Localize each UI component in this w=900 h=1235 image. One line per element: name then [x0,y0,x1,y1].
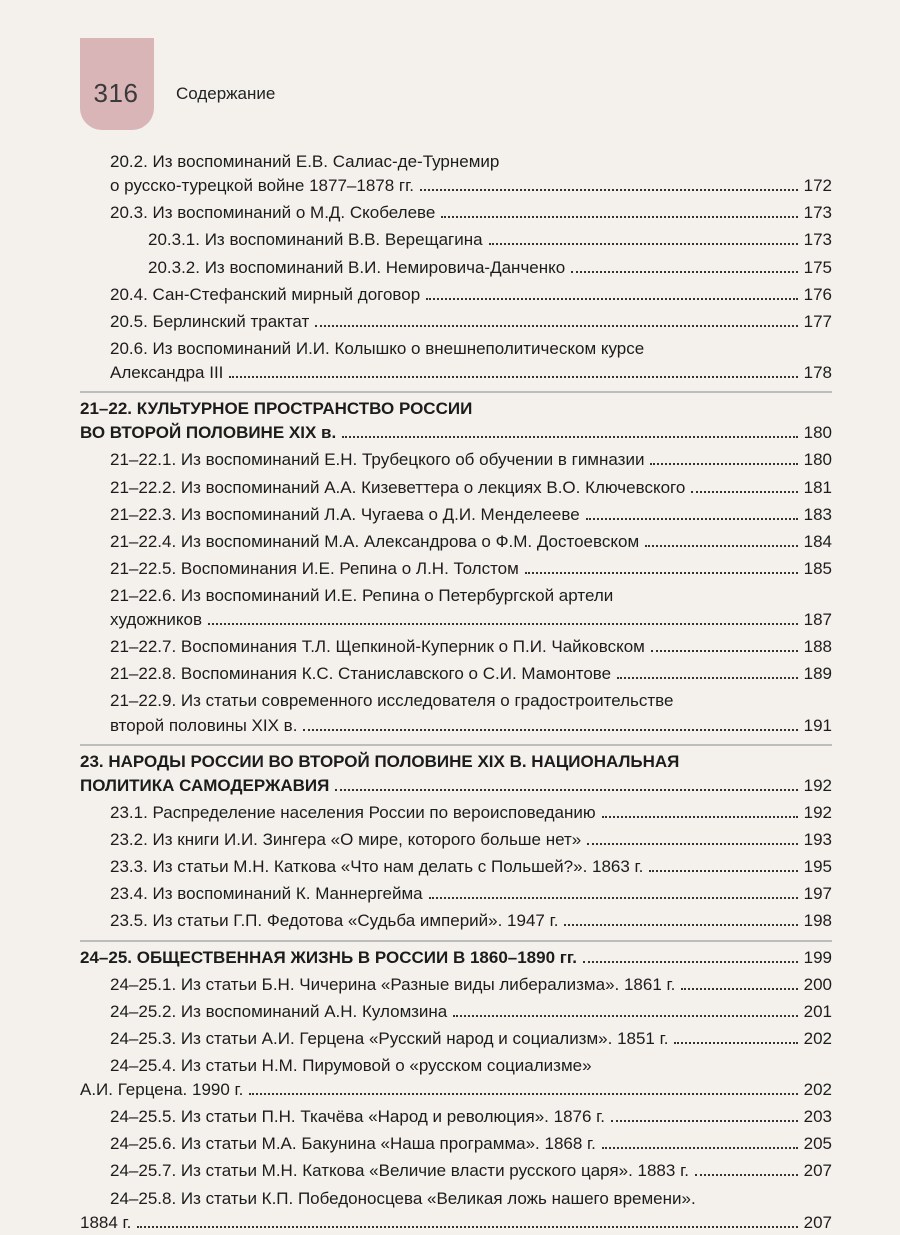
dot-leader [137,1226,798,1228]
entry-title-line: 24–25.7. Из статьи М.Н. Каткова «Величие власти русского царя». 1883 г. [110,1161,689,1181]
page-ref: 202 [803,1080,832,1100]
dot-leader [335,789,798,791]
toc-entry [80,855,832,879]
page-ref: 180 [803,450,832,470]
dot-leader [602,1147,798,1149]
toc-entry [80,337,832,385]
toc-entry [80,1054,832,1102]
entry-title-line: 21–22.8. Воспоминания К.С. Станиславского о С.И. Мамонтове [110,664,612,684]
dot-leader [525,572,798,574]
entry-title-line: 20.3. Из воспоминаний о М.Д. Скобелеве [110,203,436,223]
toc-entry [80,1000,832,1024]
section-divider [80,940,832,942]
section-divider [80,391,832,393]
dot-leader [429,897,798,899]
toc-entry [80,1105,832,1129]
page-ref: 191 [803,715,832,735]
dot-leader [571,271,798,273]
entry-title-line: 24–25.4. Из статьи Н.М. Пирумовой о «русском социализме» [110,1055,592,1075]
dot-leader [342,436,798,438]
dot-leader [489,243,798,245]
entry-title-line: художников [110,610,202,630]
page-ref: 180 [803,423,832,443]
toc-entry [80,503,832,527]
toc-entry [80,882,832,906]
toc-entry [80,201,832,225]
dot-leader [303,729,798,731]
page-ref: 205 [803,1134,832,1154]
page-ref: 183 [803,504,832,524]
page-ref: 207 [803,1161,832,1181]
section-title-line: 23. НАРОДЫ РОССИИ ВО ВТОРОЙ ПОЛОВИНЕ XIX В. НАЦИОНАЛЬНАЯ [80,751,680,771]
entry-title-line: 24–25.8. Из статьи К.П. Победоносцева «Великая ложь нашего времени». [110,1188,696,1208]
dot-leader [441,216,798,218]
toc-entry [80,973,832,997]
page-ref: 192 [803,775,832,795]
page-ref: 177 [803,311,832,331]
page-ref: 198 [803,911,832,931]
page-ref: 189 [803,664,832,684]
entry-title-line: 23.5. Из статьи Г.П. Федотова «Судьба империй». 1947 г. [110,911,559,931]
entry-title-line: о русско-турецкой войне 1877–1878 гг. [110,176,414,196]
dot-leader [453,1015,798,1017]
page-ref: 197 [803,884,832,904]
section-divider [80,744,832,746]
page-ref: 176 [803,284,832,304]
entry-title-line: 21–22.5. Воспоминания И.Е. Репина о Л.Н. Толстом [110,558,519,578]
dot-leader [681,988,798,990]
dot-leader [208,623,798,625]
toc-entry [80,150,832,198]
entry-title-line: 21–22.7. Воспоминания Т.Л. Щепкиной-Куперник о П.И. Чайковском [110,637,645,657]
entry-title-line: 20.3.2. Из воспоминаний В.И. Немировича-Данченко [148,257,566,277]
page-ref: 188 [803,637,832,657]
toc-entry [80,909,832,933]
dot-leader [649,870,798,872]
dot-leader [645,545,798,547]
toc-section-heading [80,946,832,970]
dot-leader [426,298,798,300]
toc-entry [80,828,832,852]
page-ref: 172 [803,176,832,196]
entry-title-line: 24–25.5. Из статьи П.Н. Ткачёва «Народ и революция». 1876 г. [110,1107,606,1127]
page-ref: 175 [803,257,832,277]
dot-leader [674,1042,798,1044]
dot-leader [650,463,798,465]
section-title-line: ПОЛИТИКА САМОДЕРЖАВИЯ [80,775,330,795]
page-ref: 199 [803,947,832,967]
toc-entry [80,310,832,334]
dot-leader [651,650,798,652]
page-ref: 184 [803,531,832,551]
toc-entry [80,662,832,686]
page-ref: 201 [803,1001,832,1021]
entry-title-line: 20.3.1. Из воспоминаний В.В. Верещагина [148,230,483,250]
toc-entry [80,530,832,554]
entry-title-line: 21–22.9. Из статьи современного исследователя о градостроительстве [110,691,674,711]
entry-title-line: 21–22.6. Из воспоминаний И.Е. Репина о Петербургской артели [110,585,614,605]
running-title: Содержание [176,84,276,103]
entry-title-line: 1884 г. [80,1212,132,1232]
dot-leader [617,677,798,679]
entry-title-line: 21–22.2. Из воспоминаний А.А. Кизеветтера о лекциях В.О. Ключевского [110,477,686,497]
page-ref: 173 [803,230,832,250]
entry-title-line: 24–25.3. Из статьи А.И. Герцена «Русский народ и социализм». 1851 г. [110,1028,669,1048]
toc-entry [80,476,832,500]
page-ref: 207 [803,1212,832,1232]
page-ref: 178 [803,362,832,382]
toc-section-heading [80,397,832,445]
entry-title-line: 24–25.1. Из статьи Б.Н. Чичерина «Разные виды либерализма». 1861 г. [110,974,676,994]
entry-title-line: А.И. Герцена. 1990 г. [80,1080,244,1100]
dot-leader [229,376,798,378]
page-ref: 195 [803,857,832,877]
page-ref: 200 [803,974,832,994]
toc-entry [80,228,832,252]
page-number: 316 [93,78,139,108]
page-ref: 193 [803,830,832,850]
entry-title-line: 23.2. Из книги И.И. Зингера «О мире, которого больше нет» [110,830,582,850]
section-title-line: ВО ВТОРОЙ ПОЛОВИНЕ XIX в. [80,423,337,443]
entry-title-line: 23.3. Из статьи М.Н. Каткова «Что нам делать с Польшей?». 1863 г. [110,857,644,877]
dot-leader [420,189,798,191]
page-ref: 192 [803,803,832,822]
toc-entry [80,448,832,472]
toc-entry [80,1027,832,1051]
section-title-line: 24–25. ОБЩЕСТВЕННАЯ ЖИЗНЬ В РОССИИ В 1860–1890 гг. [80,947,577,967]
dot-leader [315,325,798,327]
toc-entry [80,283,832,307]
dot-leader [586,518,798,520]
page-ref: 202 [803,1028,832,1048]
entry-title-line: 20.2. Из воспоминаний Е.В. Салиас-де-Турнемир [110,152,500,171]
dot-leader [583,961,798,963]
toc-entry [80,557,832,581]
toc-section-heading [80,750,832,798]
entry-title-line: 23.1. Распределение населения России по вероисповеданию [110,803,596,822]
entry-title-line: Александра III [110,362,224,382]
entry-title-line: 23.4. Из воспоминаний К. Маннергейма [110,884,423,904]
page-ref: 181 [803,477,832,497]
toc-entry [80,801,832,825]
entry-title-line: 20.4. Сан-Стефанский мирный договор [110,284,421,304]
entry-title-line: 21–22.4. Из воспоминаний М.А. Александрова о Ф.М. Достоевском [110,531,640,551]
entry-title-line: 21–22.3. Из воспоминаний Л.А. Чугаева о Д.И. Менделееве [110,504,580,524]
page-ref: 173 [803,203,832,223]
toc-entry [80,584,832,632]
page-ref: 203 [803,1107,832,1127]
dot-leader [587,843,798,845]
toc-entry [80,635,832,659]
toc-entry [80,1132,832,1156]
entry-title-line: 20.5. Берлинский трактат [110,311,310,331]
entry-title-line: 24–25.6. Из статьи М.А. Бакунина «Наша программа». 1868 г. [110,1134,596,1154]
dot-leader [564,924,798,926]
entry-title-line: 24–25.2. Из воспоминаний А.Н. Куломзина [110,1001,448,1021]
toc-entry [80,1187,832,1235]
toc-entry [80,256,832,280]
dot-leader [691,491,798,493]
dot-leader [695,1174,798,1176]
dot-leader [602,816,798,818]
entry-title-line: второй половины XIX в. [110,715,298,735]
toc-entry [80,1159,832,1183]
toc-entry [80,689,832,737]
entry-title-line: 20.6. Из воспоминаний И.И. Колышко о внешнеполитическом курсе [110,338,645,358]
dot-leader [249,1093,798,1095]
page-ref: 187 [803,610,832,630]
section-title-line: 21–22. КУЛЬТУРНОЕ ПРОСТРАНСТВО РОССИИ [80,399,473,419]
entry-title-line: 21–22.1. Из воспоминаний Е.Н. Трубецкого об обучении в гимназии [110,450,645,470]
page-ref: 185 [803,558,832,578]
dot-leader [611,1120,798,1122]
